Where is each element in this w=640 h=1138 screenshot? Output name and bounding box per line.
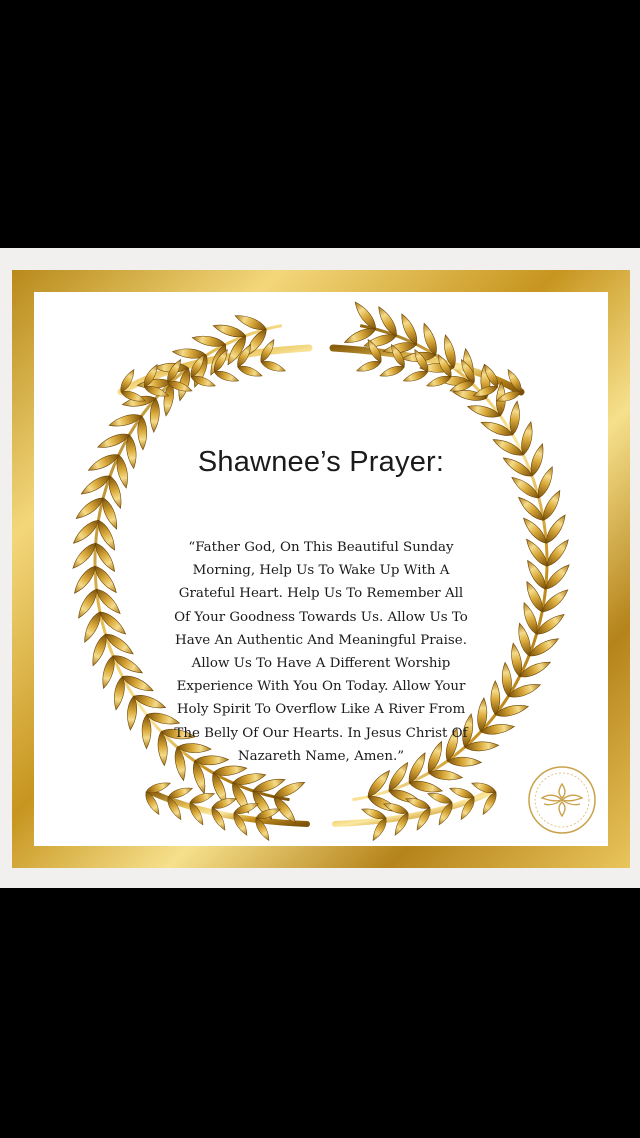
prayer-line: Holy Spirit To Overflow Like A River From — [176, 702, 466, 718]
prayer-line: Experience With You On Today. Allow Your — [176, 679, 466, 695]
prayer-text — [151, 536, 491, 768]
prayer-line: Grateful Heart. Help Us To Remember All — [178, 586, 464, 602]
prayer-line: “Father God, On This Beautiful Sunday — [188, 540, 454, 555]
prayer-line: Have An Authentic And Meaningful Praise. — [175, 632, 467, 648]
prayer-post-image — [0, 248, 640, 888]
prayer-line: Of Your Goodness Towards Us. Allow Us To — [174, 609, 468, 625]
prayer-card — [34, 292, 608, 846]
prayer-line: Nazareth Name, Amen.” — [237, 748, 405, 764]
brand-logo-icon — [526, 764, 598, 836]
prayer-title: Shawnee’s Prayer: — [197, 446, 445, 478]
prayer-line: The Belly Of Our Hearts. In Jesus Christ Of — [174, 725, 468, 741]
prayer-line: Morning, Help Us To Wake Up With A — [192, 563, 450, 579]
prayer-line: Allow Us To Have A Different Worship — [191, 656, 451, 672]
gold-frame-border — [12, 270, 630, 868]
